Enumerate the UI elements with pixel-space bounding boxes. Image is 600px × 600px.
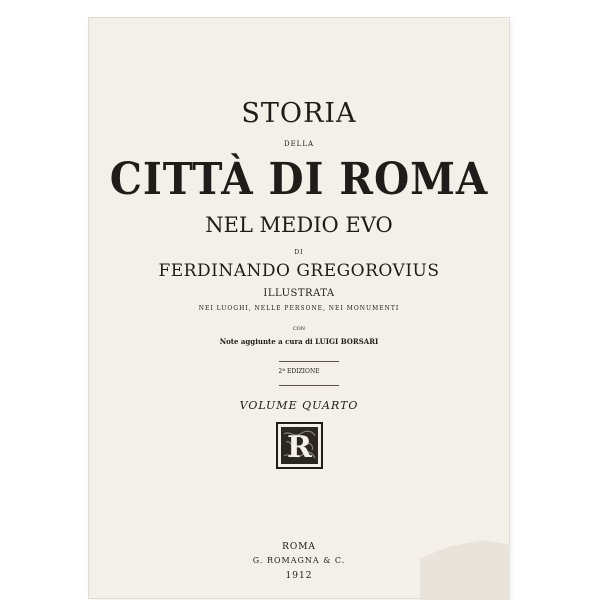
imprint-city: ROMA [282, 542, 316, 552]
imprint-year: 1912 [285, 571, 313, 581]
editor-note: Note aggiunte a cura di LUIGI BORSARI [219, 337, 379, 346]
subtitle-illustrata: ILLUSTRATA [263, 288, 335, 299]
title-della: DELLA [283, 140, 315, 148]
edition-label: 2ª EDIZIONE [278, 368, 320, 375]
divider-top [279, 361, 339, 362]
publisher-mark-letter: R [287, 430, 312, 465]
imprint-publisher: G. ROMAGNA & C. [252, 556, 346, 565]
publisher-mark-icon [276, 422, 323, 469]
title-medio-evo: NEL MEDIO EVO [205, 213, 393, 237]
title-citta-di-roma: CITTÀ DI ROMA [109, 154, 489, 205]
title-storia: STORIA [241, 98, 357, 129]
subtitle-luoghi: NEI LUOGHI, NELLE PERSONE, NEI MONUMENTI [198, 305, 400, 312]
divider-bottom [279, 385, 339, 386]
title-di: DI [294, 249, 304, 256]
author-name: FERDINANDO GREGOROVIUS [158, 261, 440, 281]
subtitle-con: CON [292, 326, 306, 332]
volume-label: VOLUME QUARTO [239, 399, 359, 412]
